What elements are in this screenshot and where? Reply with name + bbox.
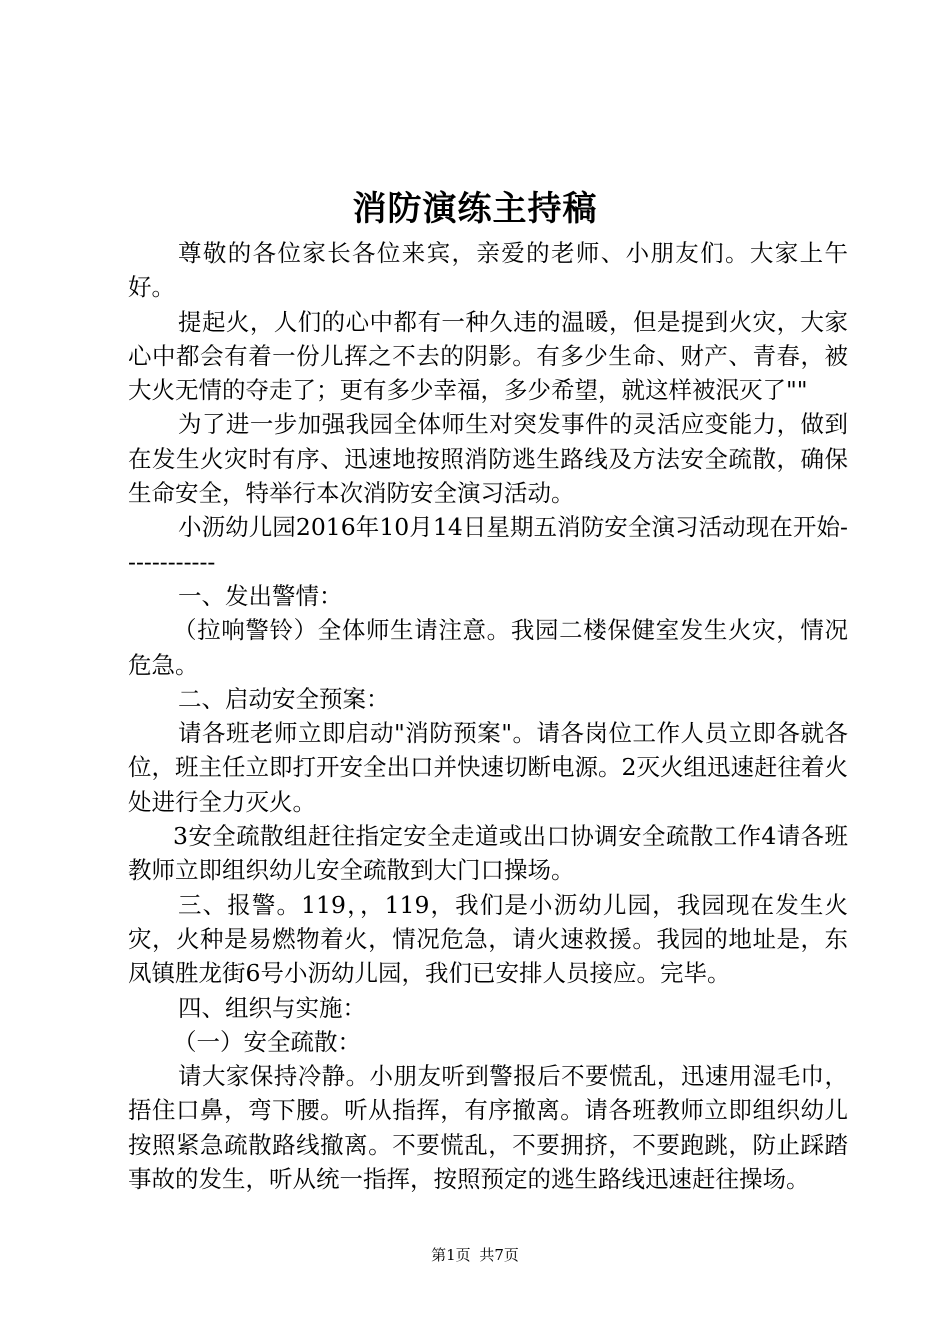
paragraph-evacuation: 请大家保持冷静。小朋友听到警报后不要慌乱，迅速用湿毛巾，捂住口鼻，弯下腰。听从指挥，有序撤离。请各班教师立即组织幼儿按照紧急疏散路线撤离。不要慌乱，不要拥挤，不要跑跳，防止踩踏事故的发生，听从统一指挥，按照预定的逃生路线迅速赶往操场。	[128, 1062, 848, 1194]
paragraph-intro: 提起火，人们的心中都有一种久违的温暖，但是提到火灾，大家心中都会有着一份儿挥之不去的阴影。有多少生命、财产、青春，被大火无情的夺走了；更有多少幸福，多少希望，就这样被泯灭了""	[128, 307, 848, 405]
page-total: 共7页	[479, 1246, 519, 1264]
document-body	[128, 236, 848, 1196]
section-heading-plan: 二、启动安全预案：	[178, 684, 390, 713]
page-footer	[0, 1244, 950, 1266]
paragraph-plan: 请各班老师立即启动"消防预案"。请各岗位工作人员立即各就各位，班主任立即打开安全出口并快速切断电源。2灭火组迅速赶往着火处进行全力灭火。	[128, 719, 848, 816]
paragraph-alarm: （拉响警铃）全体师生请注意。我园二楼保健室发生火灾，情况危急。	[128, 616, 848, 679]
subsection-heading-evacuation: （一）安全疏散：	[173, 1027, 361, 1056]
paragraph-evacuation-team: 3安全疏散组赶往指定安全走道或出口协调安全疏散工作4请各班教师立即组织幼儿安全疏散到大门口操场。	[128, 822, 848, 885]
paragraph-start: 小沥幼儿园2016年10月14日星期五消防安全演习活动现在开始------------	[128, 513, 848, 576]
section-heading-implementation: 四、组织与实施：	[178, 993, 366, 1022]
paragraph-report: 三、报警。119，，119，我们是小沥幼儿园，我园现在发生火灾，火种是易燃物着火，情况危急，请火速救援。我园的地址是，东凤镇胜龙街6号小沥幼儿园，我们已安排人员接应。完毕。	[128, 890, 848, 988]
section-heading-alarm: 一、发出警情：	[178, 581, 343, 610]
page-number: 第1页	[431, 1246, 471, 1264]
page-title: 消防演练主持稿	[352, 189, 598, 229]
paragraph-purpose: 为了进一步加强我园全体师生对突发事件的灵活应变能力，做到在发生火灾时有序、迅速地按照消防逃生路线及方法安全疏散，确保生命安全，特举行本次消防安全演习活动。	[128, 410, 848, 508]
paragraph-greeting: 尊敬的各位家长各位来宾，亲爱的老师、小朋友们。大家上午好。	[128, 239, 848, 302]
